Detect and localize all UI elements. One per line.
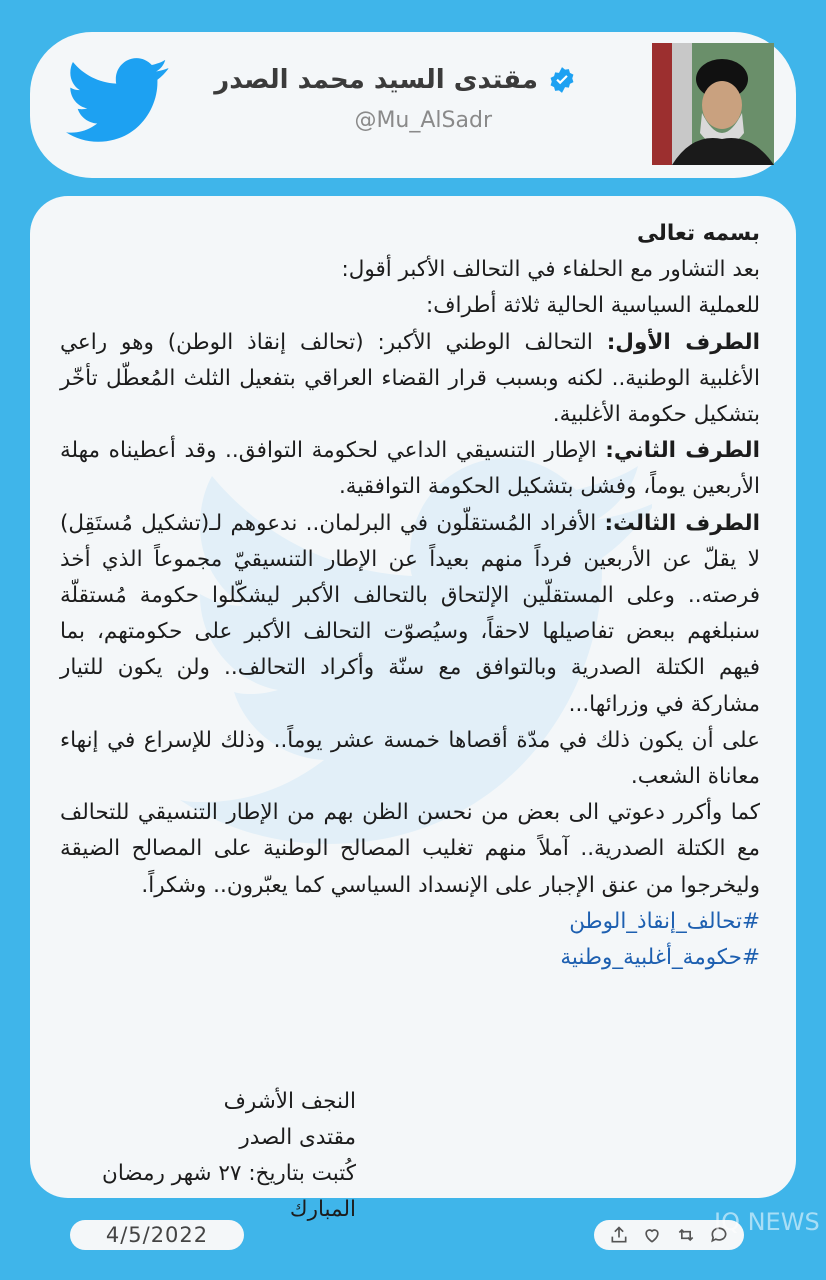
share-icon[interactable]	[609, 1225, 629, 1245]
party-2-text: الإطار التنسيقي الداعي لحكومة التوافق.. وقد أعطيناه مهلة الأربعين يوماً، وفشل بتشكيل الحكومة التوافقية.	[60, 438, 760, 500]
party-2-label: الطرف الثاني:	[605, 438, 761, 464]
tweet-date: 4/5/2022	[70, 1220, 244, 1250]
name-row	[214, 60, 576, 100]
hashtag-2[interactable]: #حكومة_أغلبية_وطنية	[560, 945, 760, 971]
party-3-label: الطرف الثالث:	[604, 510, 760, 536]
avatar[interactable]	[652, 43, 774, 165]
deadline-paragraph: على أن يكون ذلك في مدّة أقصاها خمسة عشر يوماً.. وذلك للإسراع في إنهاء معاناة الشعب.	[60, 727, 760, 790]
intro-line-1: بعد التشاور مع الحلفاء في التحالف الأكبر أقول:	[341, 257, 760, 283]
signature-name: مقتدى الصدر	[239, 1125, 356, 1150]
user-handle[interactable]: @Mu_AlSadr	[354, 108, 492, 133]
basmala: بسمه تعالى	[637, 221, 760, 246]
signature-date: كُتبت بتاريخ: ٢٧ شهر رمضان المبارك	[102, 1161, 356, 1222]
tweet-text	[60, 216, 760, 976]
news-watermark: IQ NEWS	[714, 1208, 820, 1236]
tweet-body-card	[30, 196, 796, 1222]
twitter-bird-icon	[66, 56, 170, 146]
party-1-paragraph	[60, 325, 760, 434]
party-3-paragraph	[60, 506, 760, 723]
signature-place: النجف الأشرف	[223, 1089, 356, 1114]
closing-paragraph: كما وأكرر دعوتي الى بعض من نحسن الظن بهم من الإطار التنسيقي للتحالف مع الكتلة الصدرية.. آملاً منهم تغليب المصالح الوطنية على المصالح الضيقة وليخرجوا من عنق الإجبار على الإنسداد السياسي كما يعبّرون.. وشكراً.	[60, 800, 760, 898]
verified-badge-icon	[548, 66, 576, 94]
like-icon[interactable]	[642, 1225, 662, 1245]
party-3-text: الأفراد المُستقلّون في البرلمان.. ندعوهم لـ(تشكيل مُستَقِل) لا يقلّ عن الأربعين فرداً منهم بعيداً عن الإطار التنسيقيّ مجموعاً الذي أخذ فرصته.. وعلى المستقلّين الإلتحاق بالتحالف الأكبر ليشكّلوا حكومة مُستقلّة سنبلغهم ببعض تفاصيلها لاحقاً، وسيُصوّت التحالف الأكبر على حكومتهم، بما فيهم الكتلة الصدرية وبالتوافق مع سنّة وأكراد التحالف.. ولن يكون للتيار مشاركة في وزرائها...	[60, 510, 760, 717]
signature-block	[30, 1084, 356, 1228]
party-1-text: التحالف الوطني الأكبر: (تحالف إنقاذ الوطن) وهو راعي الأغلبية الوطنية.. لكنه وبسبب قرار القضاء العراقي بتفعيل الثلث المُعطّل تأخّر بتشكيل حكومة الأغلبية.	[60, 329, 760, 428]
display-name[interactable]: مقتدى السيد محمد الصدر	[214, 65, 538, 95]
retweet-icon[interactable]	[676, 1225, 696, 1245]
avatar-image	[652, 43, 774, 165]
intro-line-2: للعملية السياسية الحالية ثلاثة أطراف:	[425, 293, 760, 319]
party-2-paragraph	[60, 433, 760, 505]
party-1-label: الطرف الأول:	[606, 329, 760, 355]
hashtag-1[interactable]: #تحالف_إنقاذ_الوطن	[569, 908, 760, 934]
